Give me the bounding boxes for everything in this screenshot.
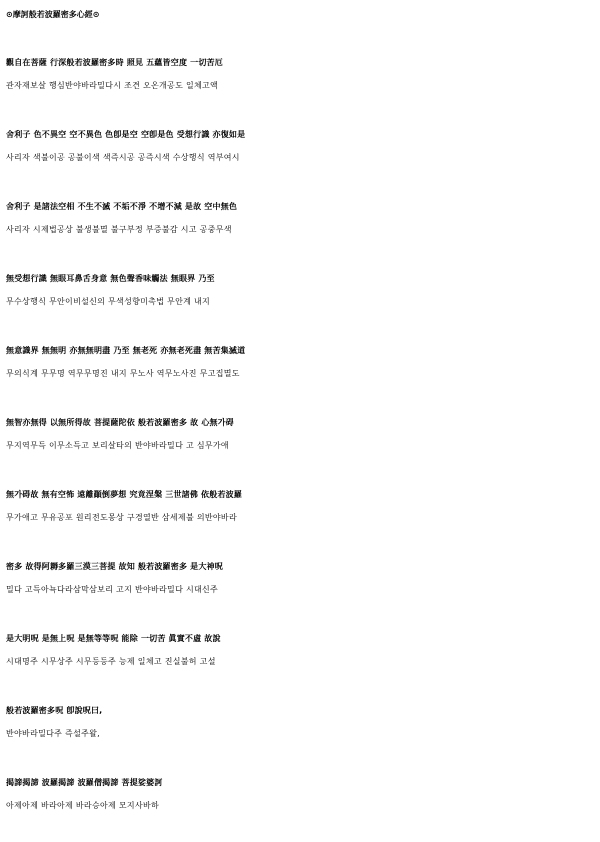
verse-stanza: [6, 268, 598, 314]
hanja-line: 揭諦揭諦 波羅揭諦 波羅僧揭諦 菩提娑婆訶: [6, 778, 163, 787]
document-title: ⊙摩訶般若波羅密多心經⊙: [6, 10, 100, 19]
hangul-line: 관자재보살 행심반야바라밀다시 조견 오온개공도 일체고액: [6, 81, 219, 90]
verse-stanza: [6, 484, 598, 530]
hanja-line: 般若波羅密多呪 卽說呪曰,: [6, 706, 103, 715]
hangul-line: 무수상행식 무안이비설신의 무색성향미촉법 무안계 내지: [6, 297, 211, 306]
hangul-line: 아제아제 바라아제 바라승아제 모지사바하: [6, 801, 160, 810]
hangul-line: 시대명주 시무상주 시무등등주 능제 일체고 진실불허 고설: [6, 657, 216, 666]
hanja-line: 舍利子 色不異空 空不異色 色卽是空 空卽是色 受想行識 亦復如是: [6, 130, 246, 139]
hanja-line: 無가碍故 無有空怖 遠離顚倒夢想 究竟涅槃 三世諸佛 依般若波羅: [6, 490, 243, 499]
verse-stanza: [6, 628, 598, 674]
verse-stanza: [6, 412, 598, 458]
sutra-document: [6, 0, 598, 818]
hangul-line: 사리자 색불이공 공불이색 색즉시공 공즉시색 수상행식 역부여시: [6, 153, 240, 162]
hanja-line: 無受想行識 無眼耳鼻舌身意 無色聲香味觸法 無眼界 乃至: [6, 274, 215, 283]
hangul-line: 무가애고 무유공포 원리전도몽상 구경열반 삼세제불 의반야바라: [6, 513, 237, 522]
verse-stanza: [6, 556, 598, 602]
hanja-line: 是大明呪 是無上呪 是無等等呪 能除 一切苦 眞實不虛 故說: [6, 634, 221, 643]
verse-stanza: [6, 52, 598, 98]
hanja-line: 密多 故得阿耨多羅三漠三菩提 故知 般若波羅密多 是大神呪: [6, 562, 223, 571]
verse-stanza: [6, 340, 598, 386]
hanja-line: 舍利子 是諸法空相 不生不滅 不垢不淨 不增不減 是故 空中無色: [6, 202, 238, 211]
hangul-line: 무의식계 무무명 역무무명진 내지 무노사 역무노사진 무고집멸도: [6, 369, 240, 378]
hangul-line: 무지역무득 이무소득고 보리살타의 반야바라밀다 고 심무가애: [6, 441, 229, 450]
hangul-line: 사리자 시제법공상 불생불멸 불구부정 부증불감 시고 공중무색: [6, 225, 232, 234]
verse-stanza: [6, 700, 598, 746]
verse-stanza: [6, 196, 598, 242]
hangul-line: 반야바라밀다주 즉설주왈,: [6, 729, 100, 738]
hanja-line: 無意識界 無無明 亦無無明盡 乃至 無老死 亦無老死盡 無苦集滅道: [6, 346, 246, 355]
hangul-line: 밀다 고득아뇩다라삼막삼보리 고지 반야바라밀다 시대신주: [6, 585, 219, 594]
verse-stanza: [6, 124, 598, 170]
hanja-line: 無智亦無得 以無所得故 菩提薩陀依 般若波羅密多 故 心無가碍: [6, 418, 234, 427]
hanja-line: 觀自在菩薩 行深般若波羅密多時 照見 五蘊皆空度 一切苦厄: [6, 58, 223, 67]
verse-stanza: [6, 772, 598, 818]
